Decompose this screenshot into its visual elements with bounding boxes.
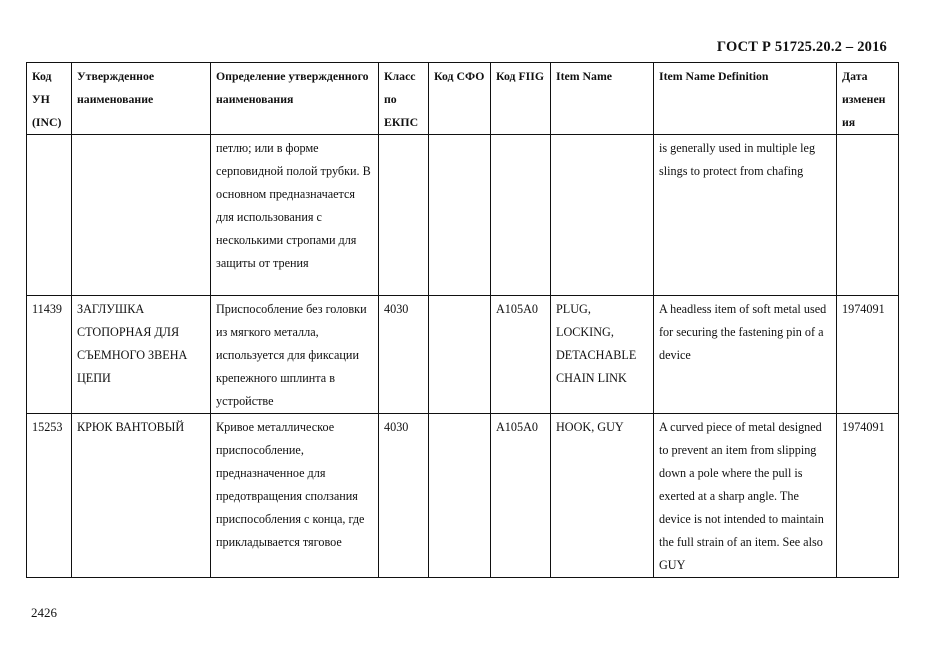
cell-class: 4030	[379, 296, 429, 414]
classification-table	[26, 62, 899, 578]
cell-date: 1974091	[837, 414, 899, 578]
cell-inc: 11439	[27, 296, 72, 414]
cell-date	[837, 135, 899, 296]
table-row	[27, 135, 899, 296]
cell-date: 1974091	[837, 296, 899, 414]
cell-name: ЗАГЛУШКА СТОПОРНАЯ ДЛЯ СЪЕМНОГО ЗВЕНА ЦЕПИ	[72, 296, 211, 414]
header-class: Класс по ЕКПС	[379, 63, 429, 135]
cell-name	[72, 135, 211, 296]
header-sfo: Код СФО	[429, 63, 491, 135]
cell-item-definition: A curved piece of metal designed to prevent an item from slipping down a pole where the pull is exerted at a sharp angle. The device is not intended to maintain the full strain of an item. See also GUY	[654, 414, 837, 578]
header-definition: Определение утвержденного наименования	[211, 63, 379, 135]
cell-item-name	[551, 135, 654, 296]
header-item-definition: Item Name Definition	[654, 63, 837, 135]
cell-item-name: HOOK, GUY	[551, 414, 654, 578]
table-row	[27, 414, 899, 578]
header-item-name: Item Name	[551, 63, 654, 135]
page-number: 2426	[31, 605, 57, 620]
cell-definition: Кривое металлическое приспособление, предназначенное для предотвращения сползания приспособления с конца, где прикладывается тяговое	[211, 414, 379, 578]
header-fiig: Код FIIG	[491, 63, 551, 135]
cell-definition: петлю; или в форме серповидной полой трубки. В основном предназначается для использования с несколькими стропами для защиты от трения	[211, 135, 379, 296]
header-inc: Код УН (INC)	[27, 63, 72, 135]
cell-fiig: A105A0	[491, 414, 551, 578]
cell-definition: Приспособление без головки из мягкого металла, используется для фиксации крепежного шплинта в устройстве	[211, 296, 379, 414]
cell-inc	[27, 135, 72, 296]
cell-name: КРЮК ВАНТОВЫЙ	[72, 414, 211, 578]
cell-inc: 15253	[27, 414, 72, 578]
cell-item-definition: is generally used in multiple leg slings to protect from chafing	[654, 135, 837, 296]
cell-fiig	[491, 135, 551, 296]
document-standard-header: ГОСТ Р 51725.20.2 – 2016	[716, 39, 887, 55]
table-header-row	[27, 63, 899, 135]
cell-sfo	[429, 414, 491, 578]
header-date: Дата изменен ия	[837, 63, 899, 135]
cell-item-name: PLUG, LOCKING, DETACHABLE CHAIN LINK	[551, 296, 654, 414]
cell-fiig: A105A0	[491, 296, 551, 414]
cell-sfo	[429, 296, 491, 414]
cell-sfo	[429, 135, 491, 296]
cell-item-definition: A headless item of soft metal used for securing the fastening pin of a device	[654, 296, 837, 414]
cell-class: 4030	[379, 414, 429, 578]
header-approved-name: Утвержденное наименование	[72, 63, 211, 135]
cell-class	[379, 135, 429, 296]
table-row	[27, 296, 899, 414]
